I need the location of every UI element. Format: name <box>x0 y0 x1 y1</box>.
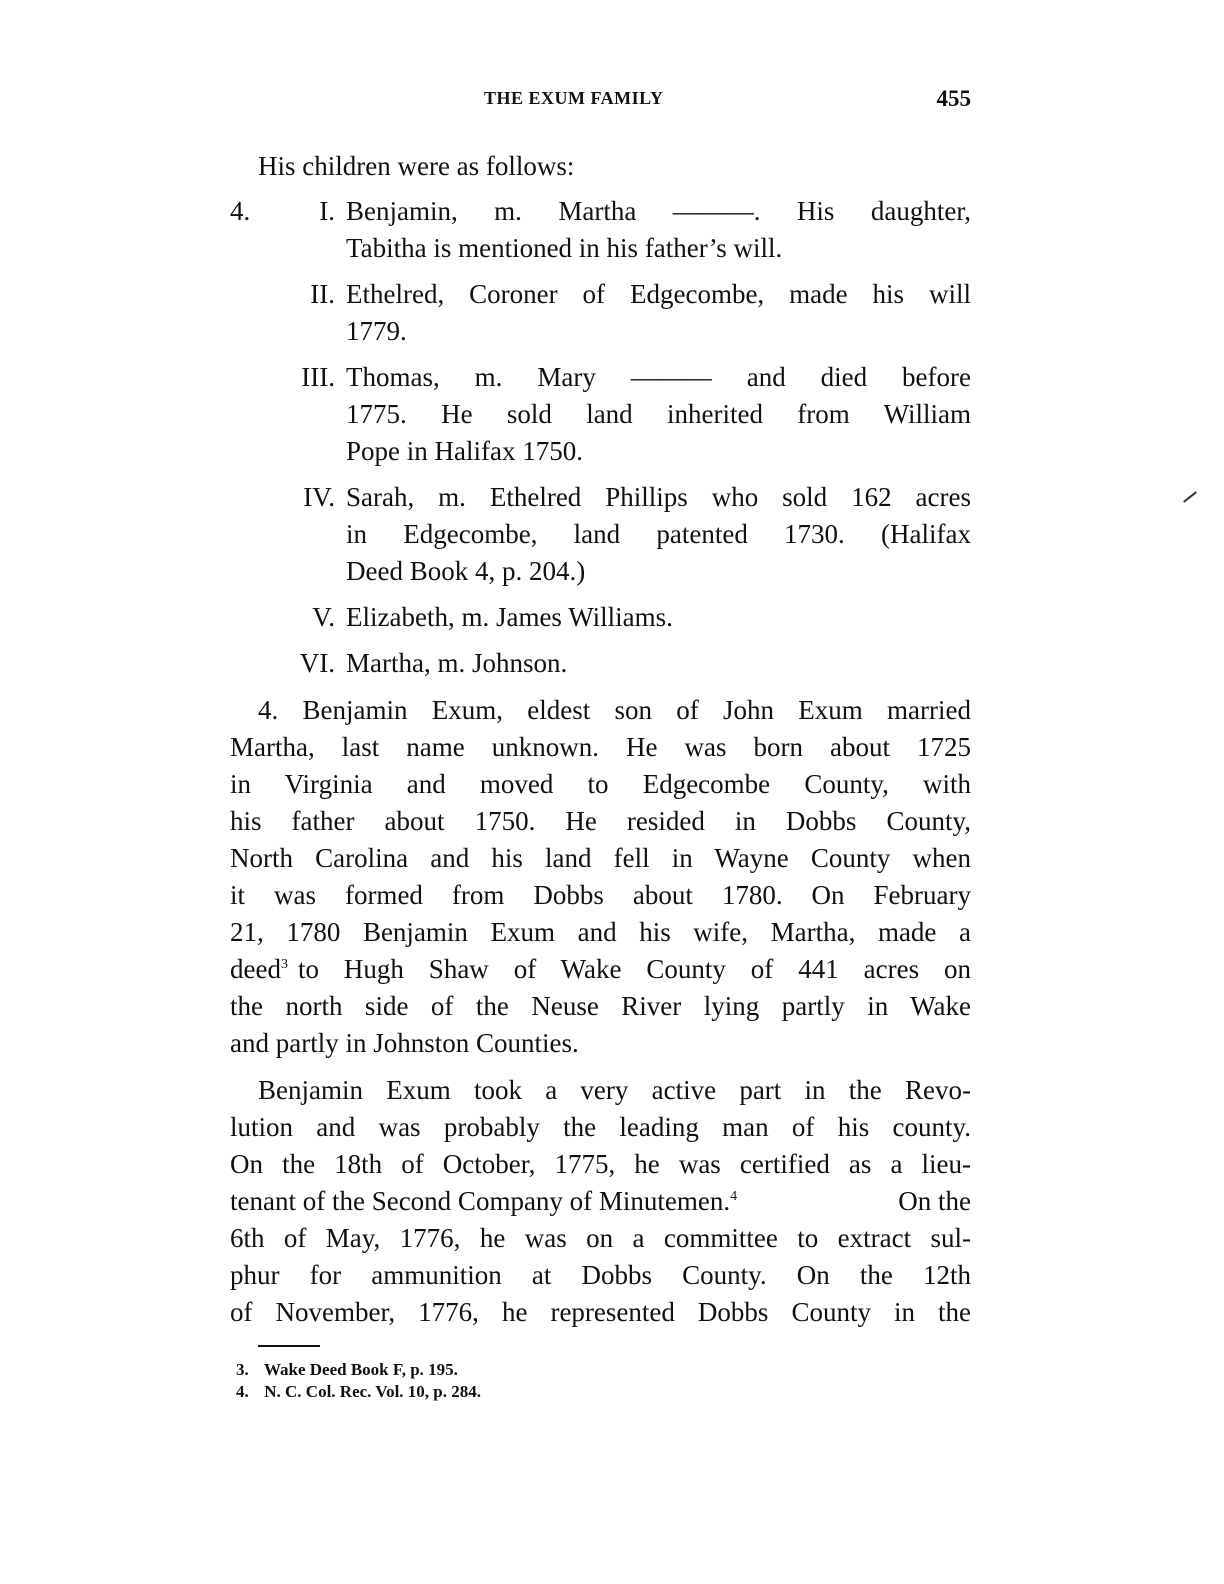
footnote-text: N. C. Col. Rec. Vol. 10, p. 284. <box>264 1382 482 1401</box>
child-numeral: V. <box>312 602 335 632</box>
footnote-text: Wake Deed Book F, p. 195. <box>263 1360 458 1379</box>
child-line: Tabitha is mentioned in his father’s will. <box>346 233 783 263</box>
deed-word <box>230 951 288 988</box>
child-body <box>346 193 971 267</box>
child-body <box>346 645 971 682</box>
child-line: Martha, m. Johnson. <box>346 648 568 678</box>
child-body <box>346 276 971 350</box>
child-numeral: I. <box>319 196 335 226</box>
margin-pencil-mark <box>1183 491 1197 502</box>
child-line: 1779. <box>346 316 407 346</box>
child-entry <box>230 193 971 267</box>
paragraph-line: On the 18th of October, 1775, he was certified as a lieu- <box>230 1149 971 1179</box>
minutemen-text-body: tenant of the Second Company of Minutemen. <box>230 1186 731 1216</box>
child-numeral: IV. <box>303 482 335 512</box>
footnote-number: 4. <box>236 1382 249 1401</box>
paragraph-line: the north side of the Neuse River lying partly in Wake <box>230 991 971 1021</box>
running-header: THE EXUM FAMILY <box>484 88 664 108</box>
footnotes <box>230 1345 971 1403</box>
child-line: Ethelred, Coroner of Edgecombe, made his will <box>346 279 971 309</box>
child-entry <box>230 599 971 636</box>
child-numeral: III. <box>301 362 335 392</box>
child-line: Pope in Halifax 1750. <box>346 436 583 466</box>
child-line: Benjamin, m. Martha ———. His daughter, <box>346 196 971 226</box>
child-body <box>346 359 971 470</box>
paragraph-line: his father about 1750. He resided in Dobbs County, <box>230 806 971 836</box>
paragraph-line: lution and was probably the leading man of his county. <box>230 1112 971 1142</box>
child-line: Deed Book 4, p. 204.) <box>346 556 586 586</box>
child-numeral: VI. <box>299 648 335 678</box>
footnote-ref[interactable]: 4 <box>730 1189 738 1204</box>
paragraph <box>230 692 971 1062</box>
intro-line: His children were as follows: <box>258 151 575 181</box>
child-entry <box>230 359 971 470</box>
paragraph <box>230 1072 971 1331</box>
minutemen-text <box>230 1183 737 1220</box>
child-numeral: II. <box>310 279 335 309</box>
paragraph-line: Martha, last name unknown. He was born about 1725 <box>230 732 971 762</box>
child-entry <box>230 276 971 350</box>
page-header <box>230 84 971 116</box>
footnote-rule <box>258 1345 320 1347</box>
page-body <box>230 148 971 1403</box>
child-body <box>346 479 971 590</box>
child-line: Sarah, m. Ethelred Phillips who sold 162 acres <box>346 482 971 512</box>
paragraph-line: in Virginia and moved to Edgecombe County, with <box>230 769 971 799</box>
footnote-ref[interactable]: 3 <box>280 957 288 972</box>
child-body <box>346 599 971 636</box>
child-entry <box>230 479 971 590</box>
child-line: 1775. He sold land inherited from William <box>346 399 971 429</box>
paragraph-line: phur for ammunition at Dobbs County. On the 12th <box>230 1260 971 1290</box>
paragraph-line: 21, 1780 Benjamin Exum and his wife, Martha, made a <box>230 917 971 947</box>
paragraph-line: 6th of May, 1776, he was on a committee to extract sul- <box>230 1223 971 1253</box>
minutemen-rest: On the <box>898 1186 971 1216</box>
child-ref-number: 4. <box>230 196 251 226</box>
paragraph-line: of November, 1776, he represented Dobbs County in the <box>230 1297 971 1327</box>
paragraph-line <box>230 1183 971 1220</box>
child-line: Elizabeth, m. James Williams. <box>346 602 673 632</box>
child-line: Thomas, m. Mary ——— and died before <box>346 362 971 392</box>
deed-word-text: deed <box>230 954 281 984</box>
footnote <box>230 1359 971 1381</box>
child-entry <box>230 645 971 682</box>
child-line: in Edgecombe, land patented 1730. (Halifax <box>346 519 971 549</box>
paragraph-line: and partly in Johnston Counties. <box>230 1028 579 1058</box>
paragraph-line: Benjamin Exum took a very active part in the Revo- <box>258 1075 971 1105</box>
paragraph-line: it was formed from Dobbs about 1780. On February <box>230 880 971 910</box>
paragraph-line: North Carolina and his land fell in Wayne County when <box>230 843 971 873</box>
paragraph-line <box>230 951 971 988</box>
deed-rest: to Hugh Shaw of Wake County of 441 acres on <box>297 954 971 984</box>
page-number: 455 <box>936 86 971 111</box>
footnote-number: 3. <box>236 1360 249 1379</box>
footnote <box>230 1381 971 1403</box>
paragraph-line: 4. Benjamin Exum, eldest son of John Exum married <box>258 695 971 725</box>
